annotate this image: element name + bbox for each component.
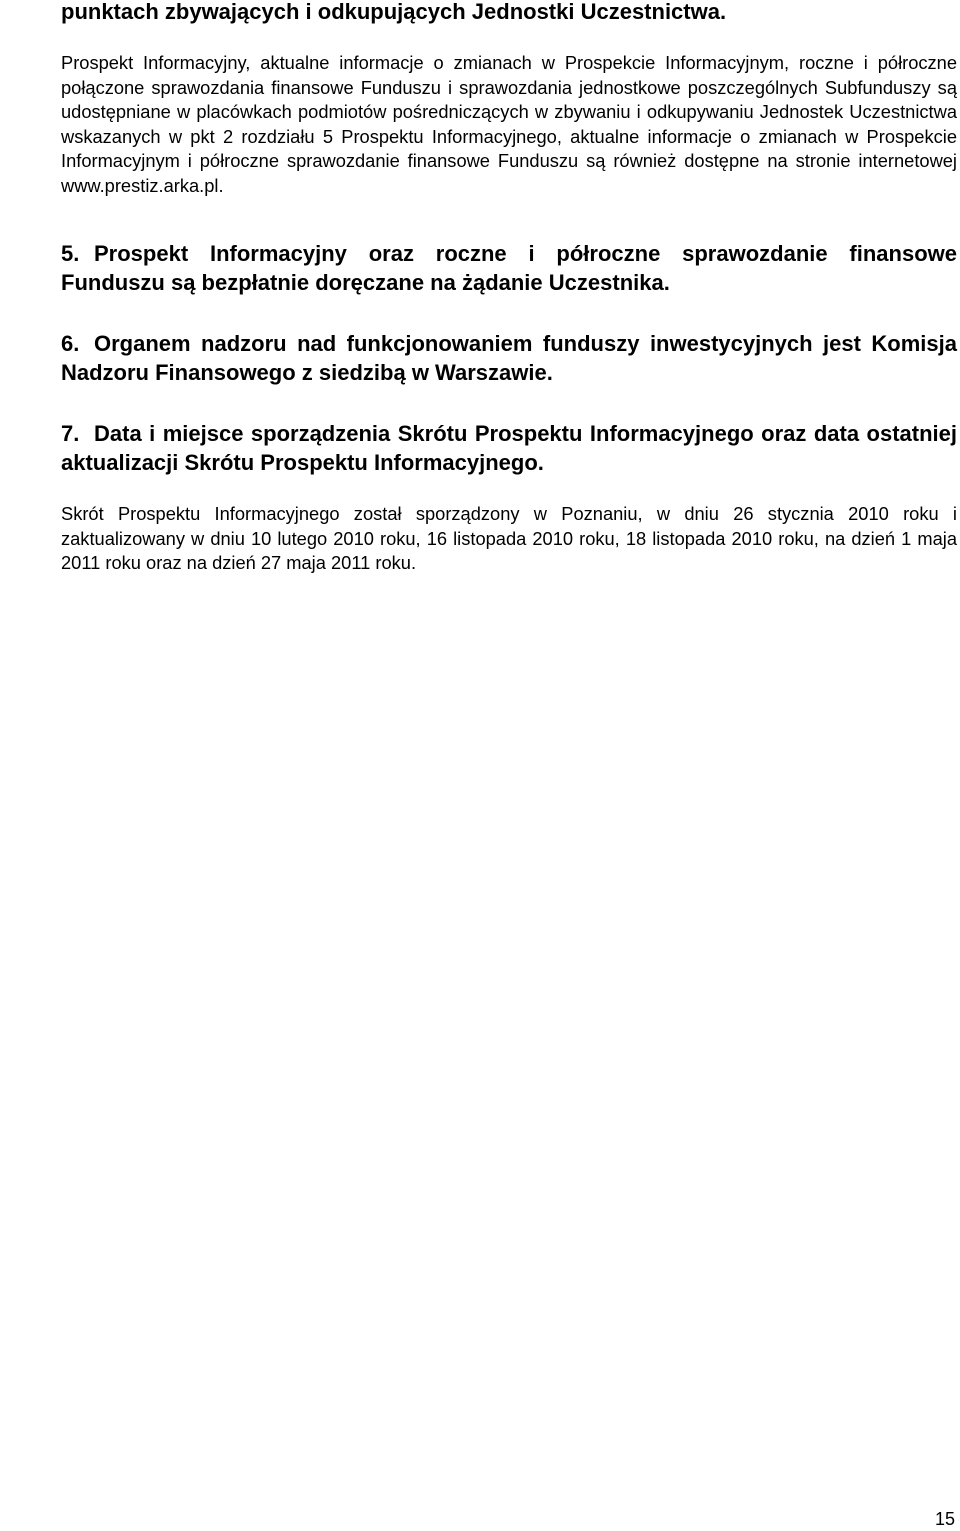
section-7-heading: Data i miejsce sporządzenia Skrótu Prospektu Informacyjnego oraz data ostatniej aktualizacji Skrótu Prospektu Informacyjnego. <box>61 421 957 475</box>
section-5-heading: Prospekt Informacyjny oraz roczne i półroczne sprawozdanie finansowe Funduszu są bezpłatnie doręczane na żądanie Uczestnika. <box>61 241 957 295</box>
section-7 <box>61 420 957 477</box>
continued-heading: punktach zbywających i odkupujących Jednostki Uczestnictwa. <box>61 0 727 24</box>
page-number: 15 <box>934 1509 955 1529</box>
availability-paragraph: Prospekt Informacyjny, aktualne informacje o zmianach w Prospekcie Informacyjnym, roczne i półroczne połączone sprawozdania finansowe Funduszu i sprawozdania jednostkowe poszczególnych Subfunduszy są udostępniane w placówkach podmiotów pośredniczących w zbywaniu i odkupywaniu Jednostek Uczestnictwa wskazanych w pkt 2 rozdziału 5 Prospektu Informacyjnego, aktualne informacje o zmianach w Prospekcie Informacyjnym i półroczne sprawozdanie finansowe Funduszu są również dostępne na stronie internetowej www.prestiz.arka.pl. <box>61 52 957 196</box>
section-5 <box>61 240 957 297</box>
section-5-number: 5. <box>61 241 80 266</box>
date-paragraph: Skrót Prospektu Informacyjnego został sporządzony w Poznaniu, w dniu 26 stycznia 2010 roku i zaktualizowany w dniu 10 lutego 2010 roku, 16 listopada 2010 roku, 18 listopada 2010 roku, na dzień 1 maja 2011 roku oraz na dzień 27 maja 2011 roku. <box>61 503 957 574</box>
section-6-number: 6. <box>61 331 80 356</box>
section-6-heading: Organem nadzoru nad funkcjonowaniem funduszy inwestycyjnych jest Komisja Nadzoru Finansowego z siedzibą w Warszawie. <box>61 331 957 385</box>
section-7-number: 7. <box>61 421 80 446</box>
section-6 <box>61 330 957 387</box>
